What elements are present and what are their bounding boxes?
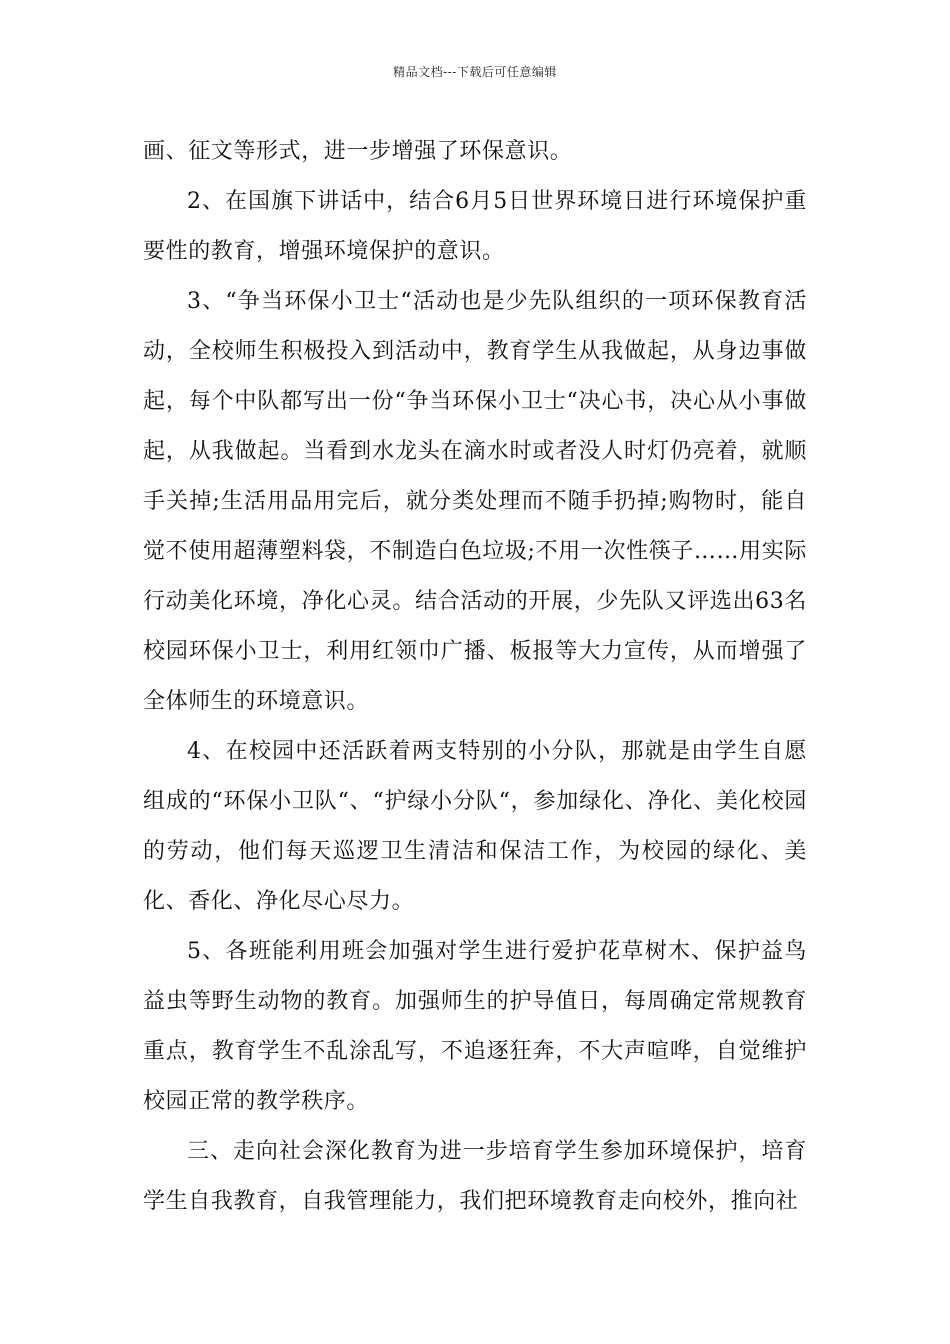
paragraph-6: 三、走向社会深化教育为进一步培育学生参加环境保护，培育学生自我教育，自我管理能力，我们把环境教育走向校外，推向社 xyxy=(143,1139,807,1214)
document-body xyxy=(143,127,807,1227)
paragraph-4: 4、在校园中还活跃着两支特别的小分队，那就是由学生自愿组成的“环保小卫队“、“护绿小分队“，参加绿化、净化、美化校园的劳动，他们每天巡逻卫生清洁和保洁工作，为校园的绿化、美化、香化、净化尽心尽力。 xyxy=(143,739,807,914)
paragraph-1: 画、征文等形式，进一步增强了环保意识。 xyxy=(143,139,573,164)
page-header: 精品文档---下载后可任意编辑 xyxy=(393,65,557,79)
paragraph-3: 3、“争当环保小卫士“活动也是少先队组织的一项环保教育活动，全校师生积极投入到活动中，教育学生从我做起，从身边事做起，每个中队都写出一份“争当环保小卫士“决心书，决心从小事做起，从我做起。当看到水龙头在滴水时或者没人时灯仍亮着，就顺手关掉;生活用品用完后，就分类处理而不随手扔掉;购物时，能自觉不使用超薄塑料袋，不制造白色垃圾;不用一次性筷子……用实际行动美化环境，净化心灵。结合活动的开展，少先队又评选出63名校园环保小卫士，利用红领巾广播、板报等大力宣传，从而增强了全体师生的环境意识。 xyxy=(143,289,807,714)
paragraph-2: 2、在国旗下讲话中，结合6月5日世界环境日进行环境保护重要性的教育，增强环境保护的意识。 xyxy=(143,189,807,264)
paragraph-5: 5、各班能利用班会加强对学生进行爱护花草树木、保护益鸟益虫等野生动物的教育。加强师生的护导值日，每周确定常规教育重点，教育学生不乱涂乱写，不追逐狂奔，不大声喧哗，自觉维护校园正常的教学秩序。 xyxy=(143,939,807,1114)
